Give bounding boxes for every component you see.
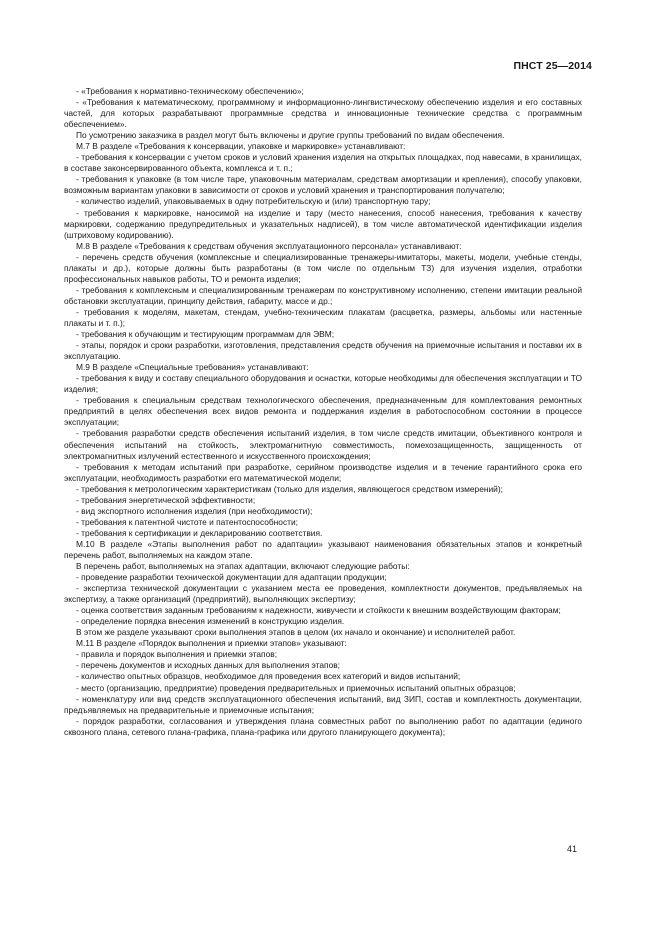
list-item: - требования к обучающим и тестирующим программам для ЭВМ; [76, 329, 335, 340]
list-item: - количество опытных образцов, необходимое для проведения всех категорий и видов испытаний; [76, 671, 461, 682]
list-item: - требования к виду и составу специального оборудования и оснастки, которые необходимы для обеспечения эксплуатации и ТО изделия; [64, 373, 582, 395]
list-item: - требования к сертификации и декларированию соответствия. [76, 527, 323, 538]
list-item: - требования к упаковке (в том числе таре, упаковочным материалам, средствам амортизации и крепления), способу упаковки, возможным вариантам упаковки в зависимости от сроков и условий хранения и транспортирования получателю; [64, 174, 582, 196]
list-item: - проведение разработки технической документации для адаптации продукции; [76, 572, 387, 583]
section-heading-paragraph: М.10 В разделе «Этапы выполнения работ по адаптации» указывают наименования обязательных этапов и конкретный перечень работ, выполняемых на каждом этапе. [64, 538, 582, 560]
list-item: - этапы, порядок и сроки разработки, изготовления, представления средств обучения на приемочные испытания и поставки их в эксплуатацию. [64, 340, 582, 362]
body-paragraph: По усмотрению заказчика в раздел могут быть включены и другие группы требований по видам обеспечения. [76, 130, 505, 141]
list-item: - требования к специальным средствам технологического обеспечения, предназначенным для комплектования ремонтных предприятий в целях обеспечения всех видов ремонта и поддержания изделия в работоспособном состоянии в процессе эксплуатации; [64, 395, 582, 428]
page-number: 41 [566, 844, 577, 854]
list-item: - требования к методам испытаний при разработке, серийном производстве изделия и в течение гарантийного срока его эксплуатации, необходимость разработки его математической модели; [64, 461, 582, 483]
section-heading-paragraph: М.11 В разделе «Порядок выполнения и приемки этапов» указывают: [76, 638, 347, 649]
list-item: - требования к моделям, макетам, стендам, учебно-техническим плакатам (расцветка, размеры, альбомы или настенные плакаты и т. п.); [64, 306, 582, 328]
list-item: - место (организацию, предприятие) проведения предварительных и приемочных испытаний опытных образцов; [76, 682, 516, 693]
list-item: - перечень документов и исходных данных для выполнения этапов; [76, 660, 341, 671]
list-item: - требования к комплексным и специализированным тренажерам по конструктивному исполнению, степени имитации реальной обстановки эксплуатации, принципу действия, габариту, массе и др.; [64, 284, 582, 306]
document-code: ПНСТ 25—2014 [513, 60, 592, 72]
list-item: - требования к консервации с учетом сроков и условий хранения изделия на открытых площадках, под навесами, в хранилищах, в составе законсервированного объекта, комплекса и т. п.; [64, 152, 582, 174]
list-item: - количество изделий, упаковываемых в одну потребительскую и (или) транспортную тару; [76, 196, 431, 207]
list-item: - требования к патентной чистоте и патентоспособности; [76, 516, 298, 527]
list-item: - экспертиза технической документации с указанием места ее проведения, комплектности документов, предъявляемых на экспертизу, а также организаций (предприятий), выполняющих экспертизу; [64, 583, 582, 605]
list-item: - «Требования к нормативно-техническому обеспечению»; [76, 86, 304, 96]
list-item: - номенклатуру или вид средств эксплуатационного обеспечения испытаний, вид ЗИП, состав и комплектность документации, предъявляемых на предварительные и приемочные испытания; [64, 693, 582, 715]
list-item: - требования к метрологическим характеристикам (только для изделия, являющегося средством измерений); [76, 483, 503, 494]
body-paragraph: В этом же разделе указывают сроки выполнения этапов в целом (их начало и окончание) и исполнителей работ. [76, 627, 516, 638]
section-heading-paragraph: М.7 В разделе «Требования к консервации, упаковке и маркировке» устанавливают: [76, 141, 406, 152]
list-item: - определение порядка внесения изменений в конструкцию изделия. [76, 616, 345, 627]
list-item: - оценка соответствия заданным требованиям к надежности, живучести и стойкости к внешним воздействующим факторам; [76, 605, 561, 616]
body-paragraph: В перечень работ, выполняемых на этапах адаптации, включают следующие работы: [76, 561, 410, 572]
list-item: - порядок разработки, согласования и утверждения плана совместных работ по выполнению работ по адаптации (единого сквозного плана, сетевого плана-графика, плана-графика или другого планирующего документа); [64, 715, 582, 737]
list-item: - правила и порядок выполнения и приемки этапов; [76, 649, 278, 660]
document-body [64, 86, 582, 738]
section-heading-paragraph: М.8 В разделе «Требования к средствам обучения эксплуатационного персонала» устанавливают: [76, 240, 462, 251]
list-item: - перечень средств обучения (комплексные и специализированные тренажеры-имитаторы, макеты, модели, учебные стенды, плакаты и др.), которые должны быть разработаны (в том числе по отдельным ТЗ) для изучения изделия, отработки профессиональных навыков работы, ТО и ремонта изделия; [64, 251, 582, 284]
list-item: - требования разработки средств обеспечения испытаний изделия, в том числе средств имитации, объективного контроля и обеспечения испытаний на стойкость, электромагнитную совместимость, помехозащищенность, защищенность от электромагнитных излучений естественного и искусственного происхождения; [64, 428, 582, 461]
list-item: - требования к маркировке, наносимой на изделие и тару (место нанесения, способ нанесения, требования к качеству маркировки, содержанию предупредительных и указательных надписей), в том числе автоматической идентификации изделия (штриховому кодированию). [64, 207, 582, 240]
list-item: - требования энергетической эффективности; [76, 494, 256, 505]
list-item: - вид экспортного исполнения изделия (при необходимости); [76, 505, 313, 516]
section-heading-paragraph: М.9 В разделе «Специальные требования» устанавливают: [76, 362, 309, 373]
list-item: - «Требования к математическому, программному и информационно-лингвистическому обеспечению изделия и его составных частей, для которых разрабатывают программные средства и инновационные технические средства с программным обеспечением». [64, 97, 582, 130]
